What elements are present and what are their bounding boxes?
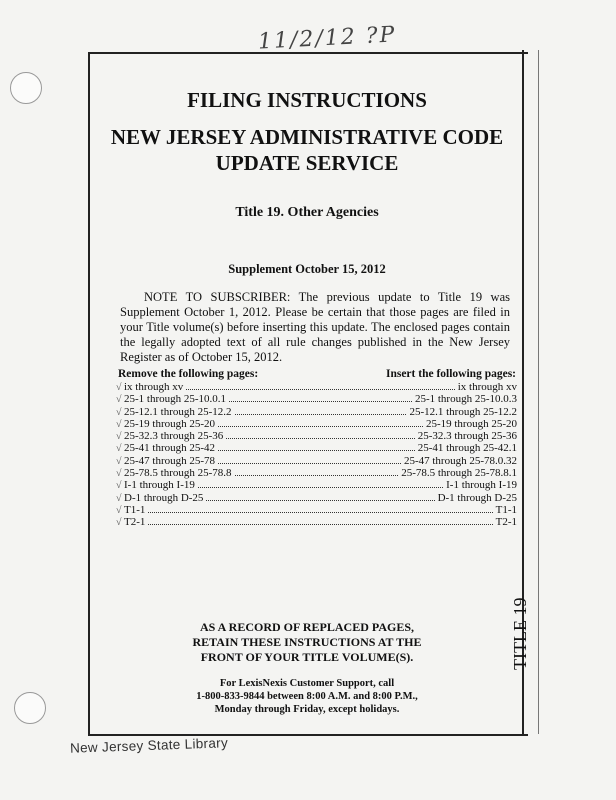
insert-pages: 25-78.5 through 25-78.8.1 — [401, 467, 517, 480]
customer-support — [88, 677, 526, 716]
remove-pages: 25-1 through 25-10.0.1 — [124, 393, 227, 406]
remove-header: Remove the following pages: — [118, 368, 259, 380]
list-item — [116, 516, 517, 528]
list-item — [116, 393, 517, 405]
dot-leader — [229, 393, 412, 402]
code-title — [88, 124, 526, 176]
page-list — [116, 381, 517, 529]
list-item — [116, 479, 517, 491]
dot-leader — [226, 430, 414, 439]
tab-label: TITLE 19 — [510, 597, 530, 670]
check-mark-icon: √ — [116, 382, 122, 393]
remove-pages: ix through xv — [124, 381, 184, 393]
dot-leader — [198, 479, 443, 488]
remove-pages: 25-32.3 through 25-36 — [124, 430, 224, 443]
check-mark-icon: √ — [116, 480, 122, 492]
handwritten-date: 11/2/12 ?P — [257, 22, 397, 55]
check-mark-icon: √ — [116, 418, 122, 430]
punch-hole-bottom — [14, 692, 46, 724]
list-item — [116, 381, 517, 393]
insert-pages: 25-1 through 25-10.0.3 — [414, 393, 517, 406]
list-item — [116, 455, 517, 467]
code-title-line1: NEW JERSEY ADMINISTRATIVE CODE — [110, 125, 504, 149]
list-item — [116, 492, 517, 504]
page-list-headers — [118, 368, 516, 380]
dot-leader — [218, 442, 415, 451]
insert-pages: T1-1 — [495, 503, 517, 516]
check-mark-icon: √ — [116, 504, 122, 516]
insert-pages: T2-1 — [495, 516, 517, 529]
check-mark-icon: √ — [116, 517, 122, 529]
remove-pages: T1-1 — [124, 503, 146, 516]
remove-pages: 25-78.5 through 25-78.8 — [124, 467, 232, 480]
check-mark-icon: √ — [116, 394, 122, 406]
remove-pages: 25-47 through 25-78 — [124, 454, 216, 467]
page-title: FILING INSTRUCTIONS — [187, 88, 427, 112]
remove-pages: I-1 through I-19 — [124, 479, 195, 492]
dot-leader — [235, 467, 399, 476]
insert-header: Insert the following pages: — [385, 368, 516, 380]
insert-pages: I-1 through I-19 — [446, 479, 517, 492]
remove-pages: 25-12.1 through 25-12.2 — [124, 405, 232, 418]
check-mark-icon: √ — [116, 468, 122, 480]
supplement-date: Supplement October 15, 2012 — [228, 262, 386, 276]
insert-pages: D-1 through D-25 — [437, 491, 517, 504]
insert-pages: 25-12.1 through 25-12.2 — [409, 405, 517, 418]
dot-leader — [218, 418, 423, 427]
record-line: FRONT OF YOUR TITLE VOLUME(S). — [200, 650, 414, 664]
insert-pages: 25-19 through 25-20 — [425, 417, 517, 430]
list-item — [116, 467, 517, 479]
remove-pages: 25-41 through 25-42 — [124, 442, 216, 455]
list-item — [116, 430, 517, 442]
remove-pages: D-1 through D-25 — [124, 491, 204, 504]
check-mark-icon: √ — [116, 443, 122, 455]
insert-pages: 25-32.3 through 25-36 — [417, 430, 517, 443]
list-item — [116, 504, 517, 516]
record-line: RETAIN THESE INSTRUCTIONS AT THE — [192, 635, 422, 649]
remove-pages: 25-19 through 25-20 — [124, 417, 216, 430]
title-subtitle: Title 19. Other Agencies — [235, 205, 379, 220]
list-item — [116, 406, 517, 418]
check-mark-icon: √ — [116, 406, 122, 418]
subscriber-note: NOTE TO SUBSCRIBER: The previous update to Title 19 was Supplement October 1, 2012. Please be certain that those pages are filed in your Title volume(s) before inserting this update. The enclosed pages contain the legally adopted text of all rule changes published in the New Jersey Register as of October 15, 2012. — [120, 290, 510, 364]
library-stamp: New Jersey State Library — [69, 735, 229, 756]
check-mark-icon: √ — [116, 492, 122, 504]
support-phone: 1-800-833-9844 between 8:00 A.M. and 8:00 P.M., — [196, 691, 418, 702]
insert-pages: 25-47 through 25-78.0.32 — [403, 454, 517, 467]
punch-hole-top — [10, 72, 42, 104]
dot-leader — [148, 516, 492, 525]
list-item — [116, 442, 517, 454]
insert-pages: ix through xv — [457, 381, 517, 393]
dot-leader — [206, 492, 434, 501]
record-line: AS A RECORD OF REPLACED PAGES, — [199, 620, 415, 634]
remove-pages: T2-1 — [124, 516, 146, 529]
insert-pages: 25-41 through 25-42.1 — [417, 442, 517, 455]
support-hours: Monday through Friday, except holidays. — [214, 704, 400, 715]
code-title-line2: UPDATE SERVICE — [215, 151, 399, 175]
dot-leader — [186, 381, 454, 390]
dot-leader — [235, 406, 407, 415]
dot-leader — [218, 455, 401, 464]
check-mark-icon: √ — [116, 455, 122, 467]
record-notice — [88, 620, 526, 665]
dot-leader — [148, 504, 492, 513]
list-item — [116, 418, 517, 430]
support-line: For LexisNexis Customer Support, call — [219, 678, 395, 689]
check-mark-icon: √ — [116, 431, 122, 443]
